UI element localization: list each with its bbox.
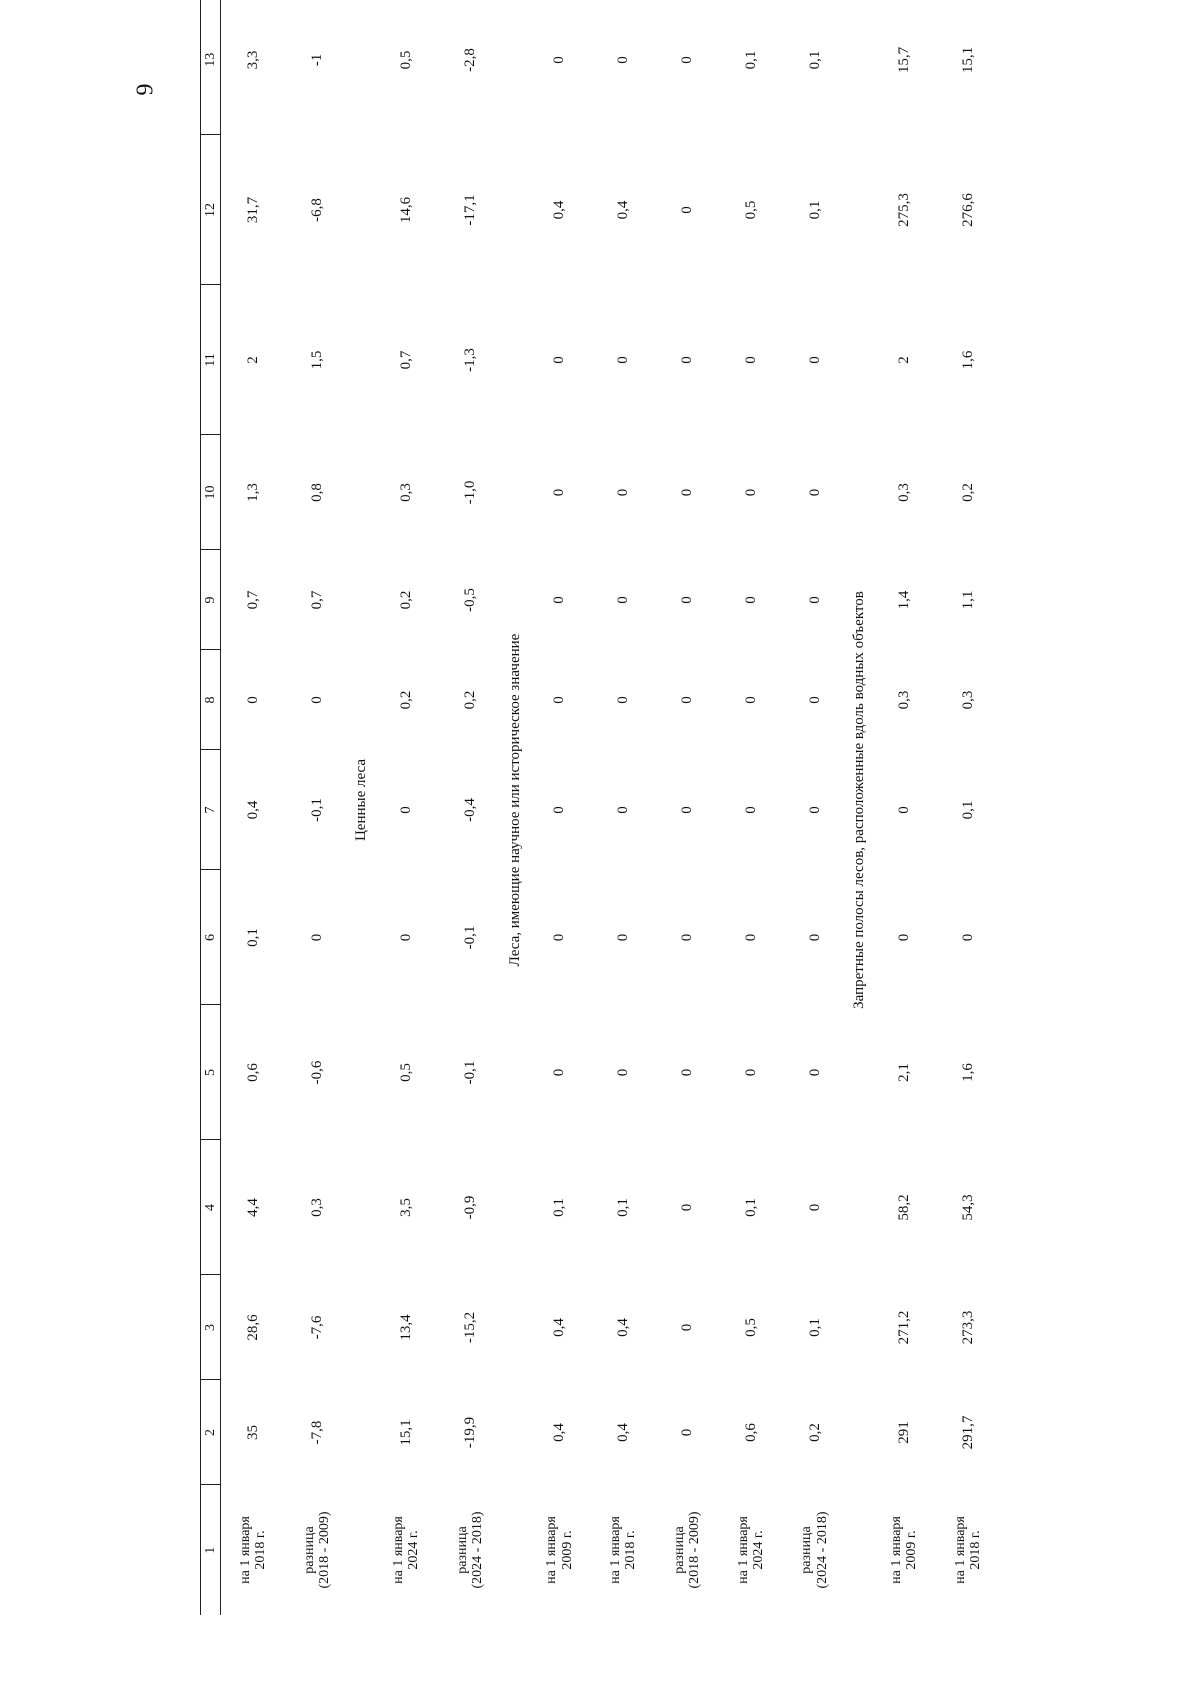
table-cell: 276,6 — [959, 193, 976, 227]
table-cell: -19,9 — [461, 1416, 478, 1449]
table-cell: 0 — [742, 696, 759, 704]
table-cell: 0,2 — [806, 1423, 823, 1442]
row-label — [528, 1485, 592, 1615]
table-cell: 1,3 — [244, 483, 261, 502]
table-cell: 271,2 — [895, 1310, 912, 1345]
table-cell: 0,7 — [308, 590, 325, 610]
table-cell: 0 — [615, 596, 632, 604]
column-number: 4 — [201, 1140, 221, 1275]
table-cell: 0 — [742, 488, 759, 497]
row-label — [655, 1485, 719, 1615]
table-cell: 0,2 — [398, 690, 415, 710]
row-label-line1: разница — [454, 1526, 470, 1574]
table-cell: 1,6 — [959, 350, 976, 370]
table-cell: 0 — [678, 933, 695, 942]
table-cell: 0 — [959, 933, 976, 942]
table-cell: 275,3 — [895, 193, 912, 227]
row-label-line1: на 1 января — [607, 1516, 623, 1584]
table-cell: -15,2 — [461, 1311, 478, 1344]
table-cell: -1,3 — [461, 348, 478, 372]
table-cell: 2 — [895, 356, 912, 364]
column-number: 3 — [201, 1275, 221, 1380]
column-number: 12 — [201, 135, 221, 285]
table-cell: 15,1 — [959, 46, 976, 74]
table-cell: -0,9 — [461, 1195, 478, 1220]
row-label-line1: на 1 января — [390, 1516, 406, 1584]
table-cell: 0 — [308, 933, 325, 942]
row-label — [591, 1485, 655, 1615]
table-cell: 0,1 — [244, 928, 261, 947]
column-number: 1 — [201, 1485, 221, 1615]
table-cell: 291 — [895, 1421, 912, 1444]
table-cell: -0,1 — [308, 798, 325, 822]
table-cell: 0 — [551, 806, 568, 814]
table-cell: 15,1 — [398, 1419, 415, 1446]
table-cell: 3,5 — [398, 1198, 415, 1217]
table-cell: 0,6 — [244, 1063, 261, 1082]
table-cell: 1,6 — [959, 1063, 976, 1082]
column-number-row — [201, 0, 221, 1615]
table-cell: 0 — [615, 56, 632, 64]
row-label-line2: (2024 - 2018) — [814, 1511, 830, 1589]
table-cell: 0,1 — [959, 800, 976, 820]
row-label — [374, 1485, 438, 1615]
table-cell: 0,4 — [615, 1318, 632, 1337]
table-cell: 0 — [806, 488, 823, 497]
table-cell: 0 — [551, 488, 568, 497]
table-cell: 31,7 — [244, 196, 261, 224]
table-cell: 0,8 — [308, 483, 325, 502]
column-number: 5 — [201, 1005, 221, 1140]
table-cell: 0 — [551, 56, 568, 64]
table-cell: 0,4 — [551, 200, 568, 220]
table-cell: 291,7 — [959, 1415, 976, 1450]
table-cell: 0,2 — [398, 590, 415, 610]
row-label — [783, 1485, 847, 1615]
table-cell: 0,4 — [615, 200, 632, 220]
table-cell: -17,1 — [461, 194, 478, 226]
table-cell: -7,6 — [308, 1315, 325, 1340]
table-cell: 0 — [398, 806, 415, 814]
table-cell: 0,3 — [398, 483, 415, 502]
table-cell: 15,7 — [895, 46, 912, 74]
column-number: 7 — [201, 750, 221, 870]
table-cell: 0 — [551, 356, 568, 364]
table-cell: -2,8 — [461, 48, 478, 72]
table-cell: 1,4 — [895, 590, 912, 610]
table-cell: -0,4 — [461, 798, 478, 822]
table-cell: 0 — [678, 1323, 695, 1332]
table-cell: 0,5 — [398, 1063, 415, 1082]
row-label-line1: разница — [671, 1526, 687, 1574]
table-cell: -0,1 — [461, 1060, 478, 1085]
row-label-line1: на 1 января — [544, 1516, 560, 1584]
table-cell: 54,3 — [959, 1194, 976, 1221]
table-cell: -0,6 — [308, 1060, 325, 1085]
table-row — [591, 0, 655, 1615]
table-cell: 1,1 — [959, 590, 976, 610]
section-title: Леса, имеющие научное или историческое значение — [506, 633, 523, 967]
column-number: 10 — [201, 435, 221, 550]
table-cell: -0,1 — [461, 925, 478, 950]
table-cell: -1,0 — [461, 480, 478, 505]
table-cell: 0 — [678, 356, 695, 364]
row-label-line1: разница — [799, 1526, 815, 1574]
table-cell: 0 — [806, 933, 823, 942]
row-label — [936, 1485, 1000, 1615]
table-cell: 13,4 — [398, 1314, 415, 1341]
table-cell: 3,3 — [244, 50, 261, 70]
row-label — [719, 1485, 783, 1615]
table-cell: 28,6 — [244, 1314, 261, 1341]
table-cell: 0,1 — [551, 1198, 568, 1217]
table-cell: 0,5 — [742, 200, 759, 220]
table-cell: 0,4 — [551, 1423, 568, 1442]
table-cell: 0 — [895, 806, 912, 814]
table-cell: 0 — [742, 356, 759, 364]
table-cell: 0,2 — [461, 690, 478, 710]
row-label — [438, 1485, 502, 1615]
table-cell: 0 — [806, 356, 823, 364]
table-cell: 0 — [615, 356, 632, 364]
table-cell: 0 — [806, 1203, 823, 1212]
table-cell: 0 — [551, 696, 568, 704]
table-row — [719, 0, 783, 1615]
row-label-line2: 2009 г. — [559, 1530, 575, 1570]
table-cell: 0 — [615, 696, 632, 704]
rotated-table-area — [200, 46, 1200, 1615]
table-cell: 0 — [551, 1068, 568, 1077]
table-cell: 0 — [742, 596, 759, 604]
row-label-line1: на 1 января — [735, 1516, 751, 1584]
table-cell: -6,8 — [308, 198, 325, 222]
table-cell: 0,6 — [742, 1423, 759, 1442]
page-number: 6 — [130, 83, 157, 96]
section-heading-row — [847, 0, 873, 1615]
table-cell: 0 — [678, 1203, 695, 1212]
table-cell: 273,3 — [959, 1310, 976, 1345]
table-cell: 0 — [398, 933, 415, 942]
row-label-line2: 2024 г. — [751, 1530, 766, 1570]
row-label-line2: (2018 - 2009) — [687, 1511, 703, 1589]
table-cell: 14,6 — [398, 196, 415, 224]
table-cell: 0 — [678, 56, 695, 64]
column-number: 11 — [201, 285, 221, 435]
row-label-line1: на 1 января — [952, 1516, 968, 1584]
table-cell: 0,1 — [806, 200, 823, 220]
table-cell: 4,4 — [244, 1198, 261, 1217]
row-label-line2: 2018 г. — [253, 1530, 269, 1570]
table-cell: 0 — [742, 933, 759, 942]
table-cell: 0,3 — [895, 483, 912, 502]
table-cell: 58,2 — [895, 1194, 912, 1221]
table-cell: 0 — [244, 696, 261, 704]
table-cell: 0,4 — [615, 1423, 632, 1442]
table-cell: 0,3 — [308, 1198, 325, 1217]
table-cell: 0,1 — [742, 50, 759, 70]
table-cell: 0 — [806, 696, 823, 704]
table-cell: 0,5 — [742, 1318, 759, 1337]
table-cell: 0,7 — [398, 350, 415, 370]
table-row — [655, 0, 719, 1615]
table-cell: -7,8 — [308, 1420, 325, 1445]
table-cell: 0 — [678, 206, 695, 214]
table-cell: -0,5 — [461, 588, 478, 612]
column-number: 13 — [201, 0, 221, 135]
table-cell: 0 — [806, 806, 823, 814]
table-cell: 0 — [895, 933, 912, 942]
row-label-line1: разница — [301, 1526, 317, 1574]
section-title: Ценные леса — [353, 758, 370, 842]
row-label-line2: 2024 г. — [406, 1530, 422, 1570]
row-label-line1: на 1 января — [888, 1516, 904, 1584]
table-cell: -1 — [308, 53, 325, 67]
row-label — [872, 1485, 936, 1615]
column-number: 6 — [201, 870, 221, 1005]
table-cell: 0 — [615, 933, 632, 942]
table-cell: 0 — [806, 1068, 823, 1077]
column-number: 9 — [201, 550, 221, 650]
table-cell: 1,5 — [308, 350, 325, 370]
row-label-line2: (2018 - 2009) — [316, 1511, 332, 1589]
table-cell: 0,3 — [895, 690, 912, 710]
table-cell: 0 — [615, 488, 632, 497]
table-cell: 2 — [244, 356, 261, 364]
table-cell: 0,5 — [398, 50, 415, 70]
table-cell: 0 — [615, 1068, 632, 1077]
table-cell: 0 — [551, 596, 568, 604]
table-cell: 0,3 — [959, 690, 976, 710]
table-cell: 0,7 — [244, 590, 261, 610]
column-number: 8 — [201, 650, 221, 750]
table-cell: 0 — [742, 1068, 759, 1077]
table-cell: 0 — [678, 1068, 695, 1077]
table-row — [936, 0, 1000, 1615]
table-cell: 35 — [244, 1425, 261, 1440]
table-cell: 0,1 — [806, 50, 823, 70]
table-cell: 0 — [678, 596, 695, 604]
table-cell: 0 — [615, 806, 632, 814]
table-cell: 0 — [308, 696, 325, 704]
table-cell: 0 — [551, 933, 568, 942]
table-cell: 0,1 — [806, 1318, 823, 1337]
row-label-line2: (2024 - 2018) — [470, 1511, 486, 1589]
row-label-line1: на 1 января — [237, 1516, 253, 1584]
row-label — [285, 1485, 349, 1615]
table-cell: 0 — [742, 806, 759, 814]
table-cell: 0 — [678, 1428, 695, 1437]
table-cell: 0 — [678, 488, 695, 497]
table-row — [285, 0, 349, 1615]
section-title: Запретные полосы лесов, расположенные вдоль водных объектов — [851, 591, 868, 1009]
table-row — [221, 0, 285, 1615]
table-row — [374, 0, 438, 1615]
section-heading-row — [502, 0, 528, 1615]
table-cell: 0 — [806, 596, 823, 604]
table-cell: 0,4 — [551, 1318, 568, 1337]
table-row — [438, 0, 502, 1615]
row-label — [221, 1485, 285, 1615]
table-row — [783, 0, 847, 1615]
table-cell: 0,1 — [742, 1198, 759, 1217]
forest-data-table — [200, 0, 1000, 1615]
row-label-line2: 2018 г. — [623, 1530, 639, 1570]
table-cell: 0,1 — [615, 1198, 632, 1217]
table-cell: 0,4 — [244, 800, 261, 820]
column-number: 2 — [201, 1380, 221, 1485]
row-label-line2: 2009 г. — [904, 1530, 920, 1570]
table-cell: 2,1 — [895, 1063, 912, 1082]
table-row — [528, 0, 592, 1615]
table-cell: 0,2 — [959, 483, 976, 502]
row-label-line2: 2018 г. — [968, 1530, 984, 1570]
table-body — [201, 0, 1001, 1615]
table-cell: 0 — [678, 806, 695, 814]
table-rotator — [200, 46, 1000, 1615]
section-heading-row — [349, 0, 375, 1615]
table-row — [872, 0, 936, 1615]
table-cell: 0 — [678, 696, 695, 704]
